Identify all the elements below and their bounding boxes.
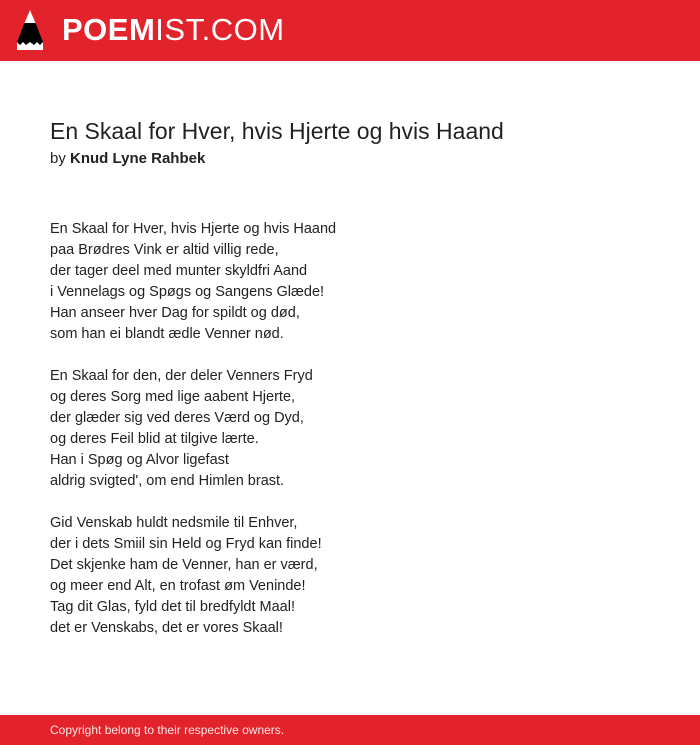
poem-line: der tager deel med munter skyldfri Aand [50,263,308,279]
author-link[interactable]: Knud Lyne Rahbek [70,150,206,167]
by-label: by [50,150,66,167]
logo-text-light: IST.COM [155,12,285,47]
poem-line: En Skaal for Hver, hvis Hjerte og hvis Haand [50,221,337,237]
stanza-1 [50,219,336,345]
poem-line: Det skjenke ham de Venner, han er værd, [50,557,318,573]
poem-line: der glæder sig ved deres Værd og Dyd, [50,410,304,426]
poem-line: paa Brødres Vink er altid villig rede, [50,242,279,258]
site-footer [0,715,700,745]
site-logo[interactable] [62,12,285,48]
poem-body [50,219,336,660]
poem-line: i Vennelags og Spøgs og Sangens Glæde! [50,284,325,300]
poem-line: og deres Sorg med lige aabent Hjerte, [50,389,296,405]
poem-line: Han i Spøg og Alvor ligefast [50,452,229,468]
poem-line: der i dets Smiil sin Held og Fryd kan finde! [50,536,322,552]
poem-line: Tag dit Glas, fyld det til bredfyldt Maal! [50,599,295,615]
poem-title: En Skaal for Hver, hvis Hjerte og hvis Haand [50,118,504,144]
poem-line: En Skaal for den, der deler Venners Fryd [50,368,313,384]
site-header [0,0,700,61]
poem-line: aldrig svigted', om end Himlen brast. [50,473,285,489]
pencil-tip-icon[interactable] [16,9,44,51]
stanza-3 [50,513,336,639]
poem-line: det er Venskabs, det er vores Skaal! [50,620,283,636]
poem-line: og deres Feil blid at tilgive lærte. [50,431,259,447]
poem-line: Han anseer hver Dag for spildt og død, [50,305,300,321]
poem-line: som han ei blandt ædle Venner nød. [50,326,284,342]
logo-text-bold: POEM [62,12,156,47]
poem-line: Gid Venskab huldt nedsmile til Enhver, [50,515,298,531]
stanza-2 [50,366,336,492]
poem-line: og meer end Alt, en trofast øm Veninde! [50,578,306,594]
copyright-text: Copyright belong to their respective owners. [50,723,285,737]
poem-byline [50,149,205,169]
